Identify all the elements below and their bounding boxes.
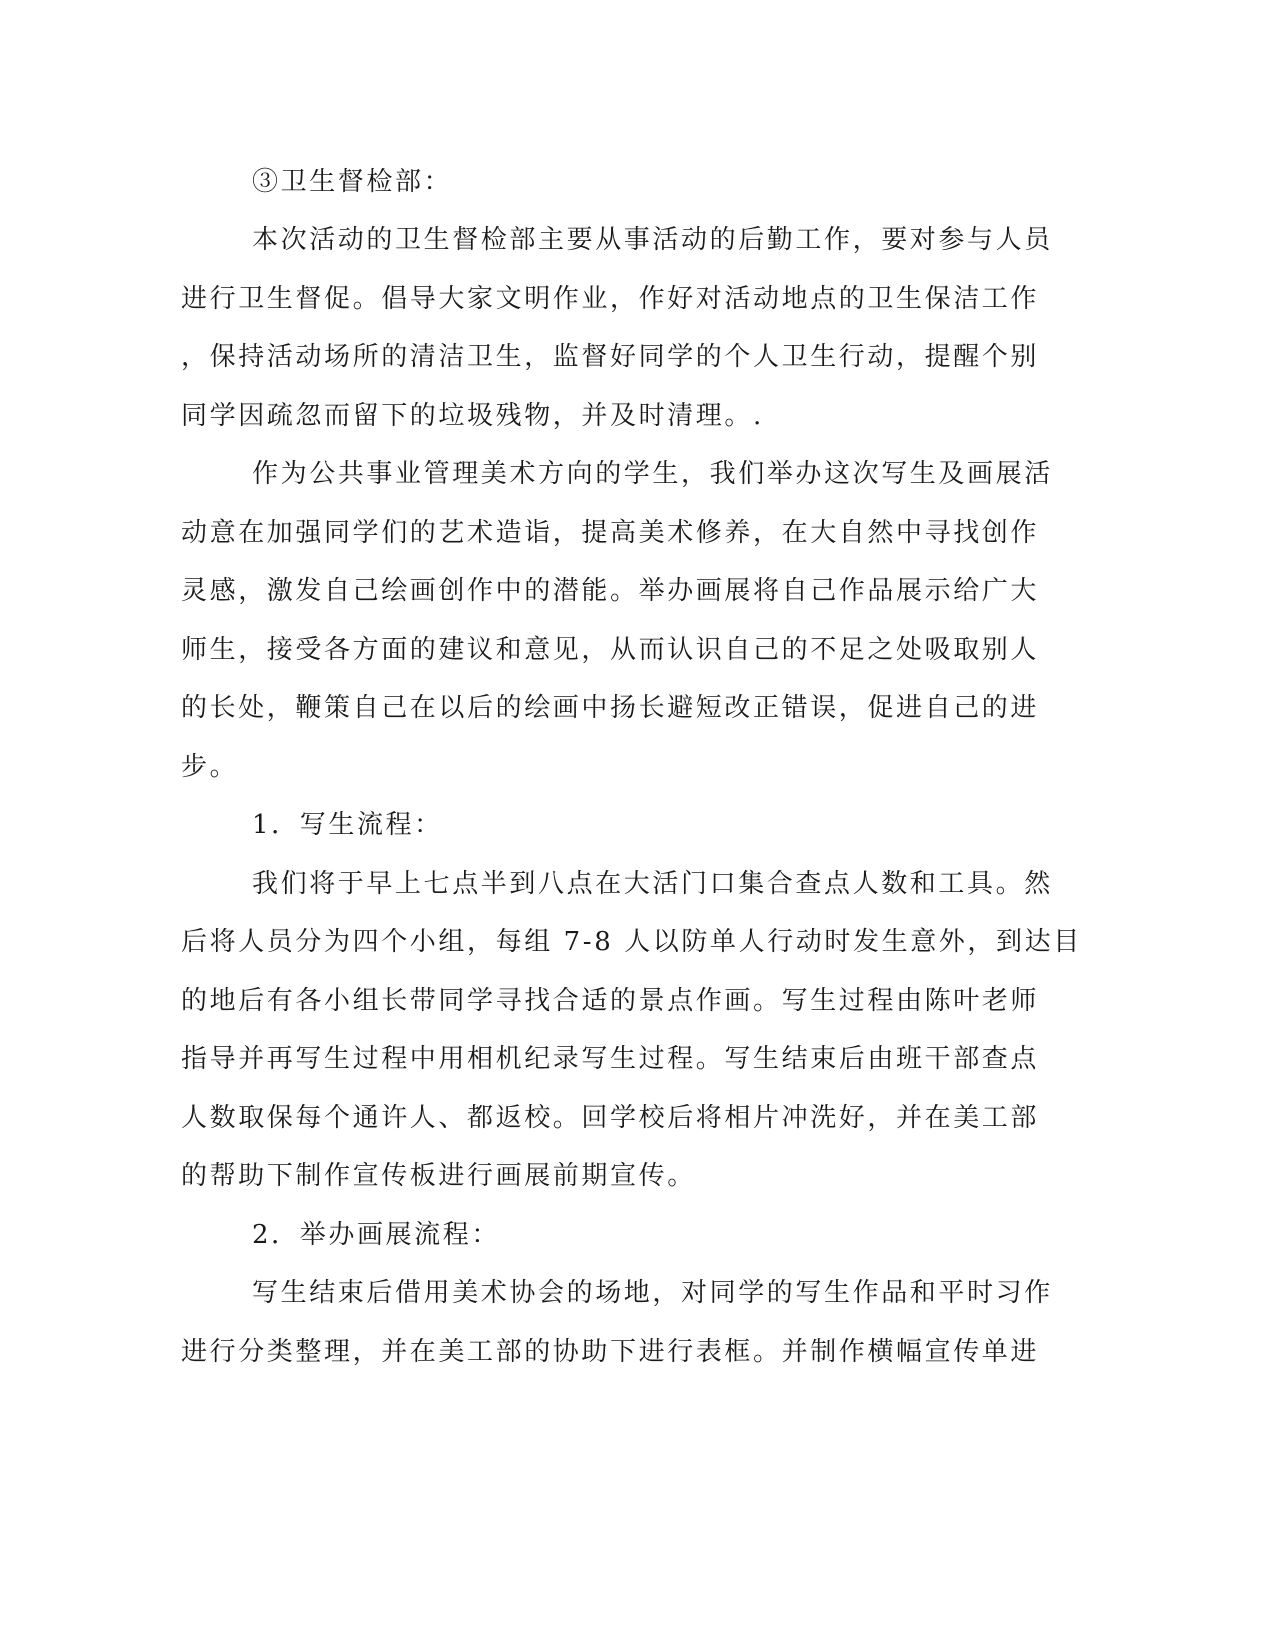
section-heading-hygiene: ③卫生督检部： xyxy=(252,167,453,197)
paragraph-line: 同学因疏忽而留下的垃圾残物，并及时清理。. xyxy=(181,401,764,431)
paragraph-line: 写生结束后借用美术协会的场地，对同学的写生作品和平时习作 xyxy=(252,1278,1053,1308)
paragraph-line: 后将人员分为四个小组，每组 7-8 人以防单人行动时发生意外，到达目 xyxy=(181,927,1082,957)
paragraph-line: 进行卫生督促。倡导大家文明作业，作好对活动地点的卫生保洁工作 xyxy=(181,284,1040,314)
section-heading-exhibition-process: 2．举办画展流程： xyxy=(252,1220,500,1250)
paragraph-line: 灵感，激发自己绘画创作中的潜能。举办画展将自己作品展示给广大 xyxy=(181,576,1040,606)
paragraph-line: 本次活动的卫生督检部主要从事活动的后勤工作，要对参与人员 xyxy=(252,225,1053,255)
paragraph-line: 步。 xyxy=(181,752,239,782)
paragraph-line: 的长处，鞭策自己在以后的绘画中扬长避短改正错误，促进自己的进 xyxy=(181,693,1040,723)
paragraph-line: 的地后有各小组长带同学寻找合适的景点作画。写生过程由陈叶老师 xyxy=(181,986,1040,1016)
paragraph-line: 人数取保每个通许人、都返校。回学校后将相片冲洗好，并在美工部 xyxy=(181,1103,1040,1133)
paragraph-line: ，保持活动场所的清洁卫生，监督好同学的个人卫生行动，提醒个别 xyxy=(181,342,1040,372)
paragraph-line: 进行分类整理，并在美工部的协助下进行表框。并制作横幅宣传单进 xyxy=(181,1337,1040,1367)
paragraph-line: 指导并再写生过程中用相机纪录写生过程。写生结束后由班干部查点 xyxy=(181,1044,1040,1074)
section-heading-sketch-process: 1．写生流程： xyxy=(252,810,443,840)
paragraph-line: 动意在加强同学们的艺术造诣，提高美术修养，在大自然中寻找创作 xyxy=(181,518,1040,548)
paragraph-line: 的帮助下制作宣传板进行画展前期宣传。 xyxy=(181,1161,696,1191)
paragraph-line: 作为公共事业管理美术方向的学生，我们举办这次写生及画展活 xyxy=(252,459,1053,489)
paragraph-line: 我们将于早上七点半到八点在大活门口集合查点人数和工具。然 xyxy=(252,869,1053,899)
paragraph-line: 师生，接受各方面的建议和意见，从而认识自己的不足之处吸取别人 xyxy=(181,635,1040,665)
